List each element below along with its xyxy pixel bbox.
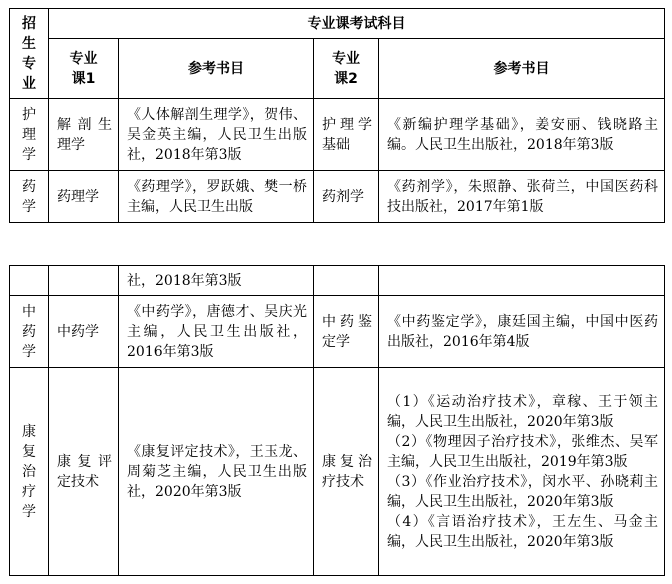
- course-2-cell: 护理学基础: [314, 99, 379, 171]
- reference-item: （2）《物理因子治疗技术》，张维杰、吴军主编，人民卫生出版社，2019年第3版: [387, 433, 658, 470]
- course-1-cell: 中药学: [49, 296, 119, 368]
- reference-1-cell: 《药理学》，罗跃娥、樊一桥主编，人民卫生出版: [119, 171, 314, 223]
- header-reference-1: 参考书目: [119, 39, 314, 99]
- course-1-cell: [49, 266, 119, 296]
- reference-1-cell: 《中药学》，唐德才、吴庆光主编，人民卫生出版社，2016年第3版: [119, 296, 314, 368]
- course-2-cell: 中药鉴定学: [314, 296, 379, 368]
- course-2-cell: 康复治疗技术: [314, 368, 379, 576]
- header-course-2: 专业课2: [314, 39, 379, 99]
- table-row: [10, 171, 665, 223]
- header-reference-2: 参考书目: [379, 39, 665, 99]
- reference-item: （4）《言语治疗技术》，王左生、马金主编，人民卫生出版社，2020年第3版: [387, 513, 658, 550]
- reference-1-continuation: 社，2018年第3版: [119, 266, 314, 296]
- table-row: [10, 266, 665, 296]
- header-course-1: 专业课1: [49, 39, 119, 99]
- header-major: 招生专业: [10, 9, 49, 99]
- reference-2-cell: [379, 266, 665, 296]
- major-cell: 药学: [10, 171, 49, 223]
- reference-2-cell: 《新编护理学基础》，姜安丽、钱晓路主编。人民卫生出版社，2018年第3版: [379, 99, 665, 171]
- reference-2-cell: [379, 368, 665, 576]
- header-exam-subjects: 专业课考试科目: [49, 9, 665, 39]
- exam-subjects-table-1: [9, 8, 665, 223]
- reference-1-cell: 《人体解剖生理学》，贺伟、吴金英主编，人民卫生出版社，2018年第3版: [119, 99, 314, 171]
- course-1-cell: 药理学: [49, 171, 119, 223]
- course-2-cell: 药剂学: [314, 171, 379, 223]
- major-cell: [10, 266, 49, 296]
- reference-2-cell: 《药剂学》，朱照静、张荷兰，中国医药科技出版社，2017年第1版: [379, 171, 665, 223]
- reference-item: （3）《作业治疗技术》，闵水平、孙晓莉主编，人民卫生出版社，2020年第3版: [387, 473, 658, 510]
- reference-2-cell: 《中药鉴定学》，康廷国主编，中国中医药出版社，2016年第4版: [379, 296, 665, 368]
- course-1-cell: 解剖生理学: [49, 99, 119, 171]
- course-2-cell: [314, 266, 379, 296]
- table-row: [10, 296, 665, 368]
- major-cell: 护理学: [10, 99, 49, 171]
- reference-1-cell: 《康复评定技术》，王玉龙、周菊芝主编，人民卫生出版社，2020年第3版: [119, 368, 314, 576]
- exam-subjects-table-2: [9, 265, 665, 576]
- table-row: [10, 368, 665, 576]
- course-1-cell: 康复评定技术: [49, 368, 119, 576]
- major-cell: 康复治疗学: [10, 368, 49, 576]
- table-row: [10, 99, 665, 171]
- reference-item: （1）《运动治疗技术》，章稼、王于领主编，人民卫生出版社，2020年第3版: [387, 393, 658, 430]
- major-cell: 中药学: [10, 296, 49, 368]
